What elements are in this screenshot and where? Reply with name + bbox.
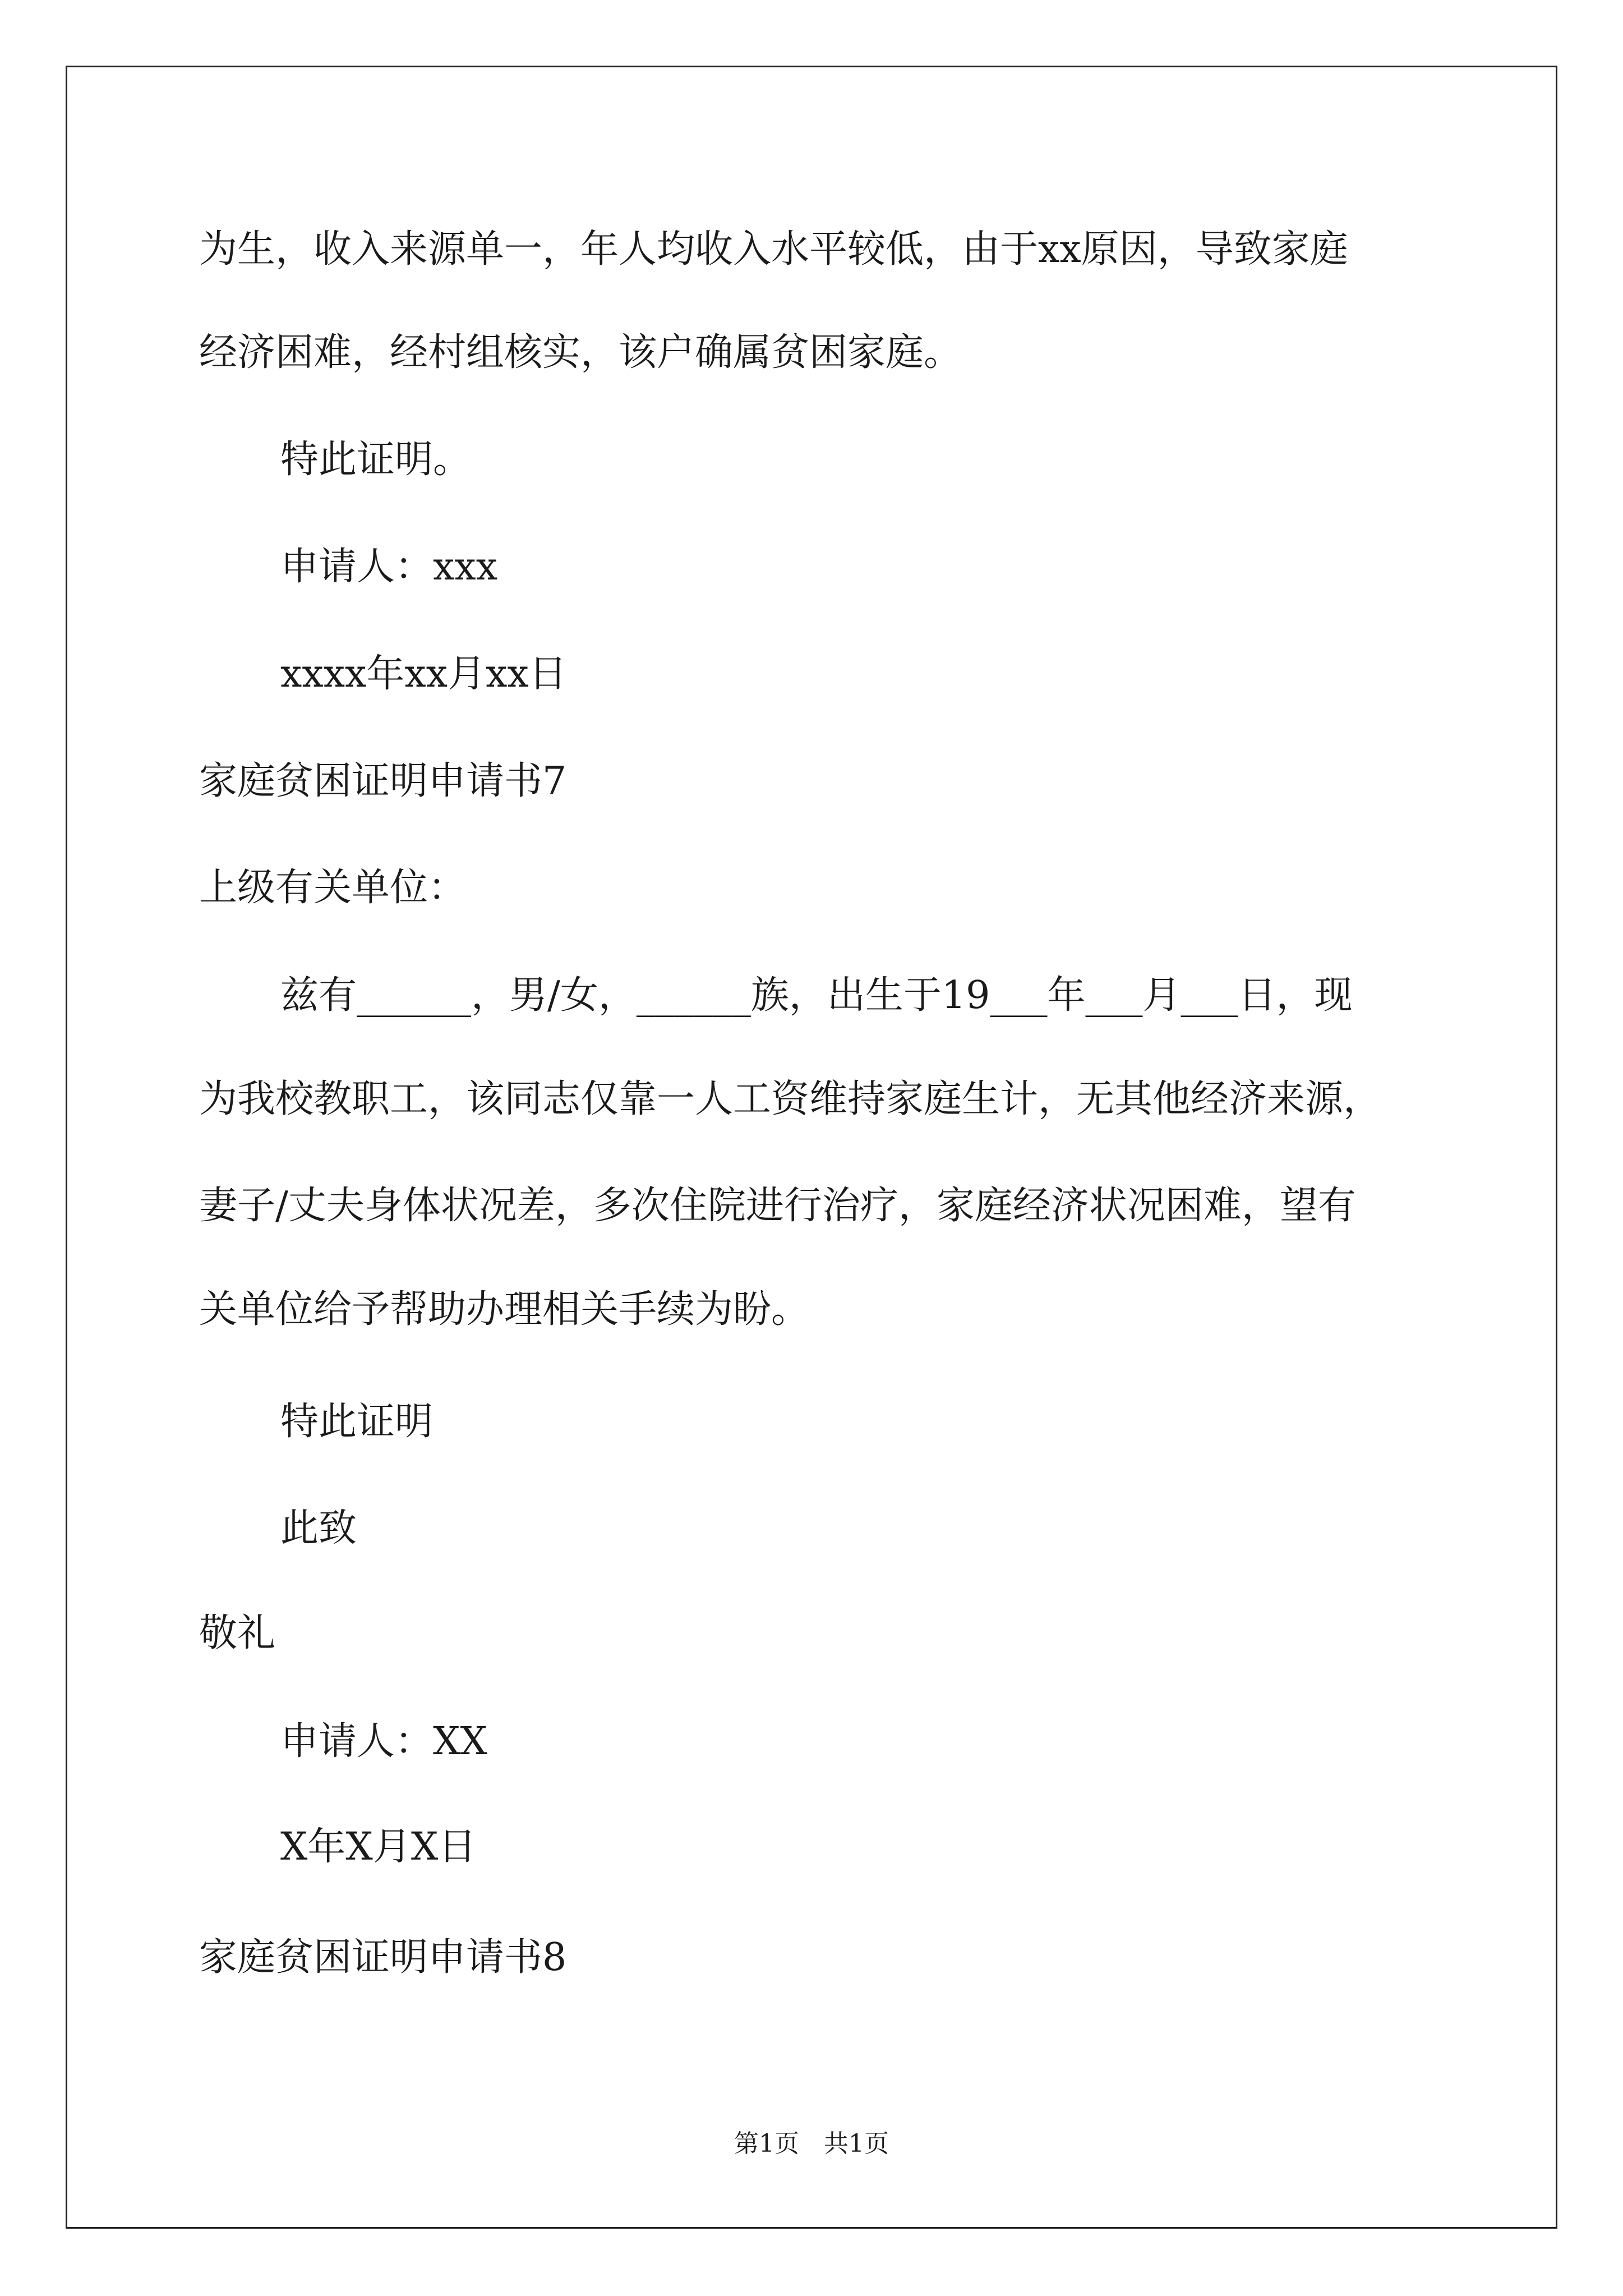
- closing-statement: 特此证明: [280, 1400, 434, 1444]
- section-title: 家庭贫困证明申请书7: [199, 759, 567, 803]
- date-line: X年X月X日: [280, 1825, 477, 1869]
- paragraph-line: 经济困难，经村组核实，该户确属贫困家庭。: [199, 330, 962, 375]
- paragraph-line: 为生，收入来源单一，年人均收入水平较低，由于xx原因，导致家庭: [199, 227, 1348, 272]
- paragraph-line: 兹有______，男/女，______族，出生于19___年___月___日，现: [280, 973, 1353, 1018]
- applicant-line: 申请人：XX: [280, 1719, 487, 1764]
- applicant-line: 申请人：xxx: [280, 545, 498, 589]
- closing-statement: 特此证明。: [280, 438, 472, 482]
- paragraph-line: 妻子/丈夫身体状况差，多次住院进行治疗，家庭经济状况困难，望有: [199, 1184, 1356, 1228]
- salutation: 上级有关单位：: [199, 866, 467, 910]
- page-number-footer: 第1页 共1页: [734, 2129, 889, 2158]
- section-title: 家庭贫困证明申请书8: [199, 1935, 567, 1980]
- page-border: [66, 66, 1557, 2229]
- paragraph-line: 关单位给予帮助办理相关手续为盼。: [199, 1287, 810, 1332]
- paragraph-line: 为我校教职工，该同志仅靠一人工资维持家庭生计，无其他经济来源，: [199, 1077, 1382, 1121]
- closing-phrase: 此致: [280, 1506, 357, 1550]
- closing-regards: 敬礼: [199, 1611, 276, 1655]
- date-line: xxxx年xx月xx日: [280, 652, 567, 696]
